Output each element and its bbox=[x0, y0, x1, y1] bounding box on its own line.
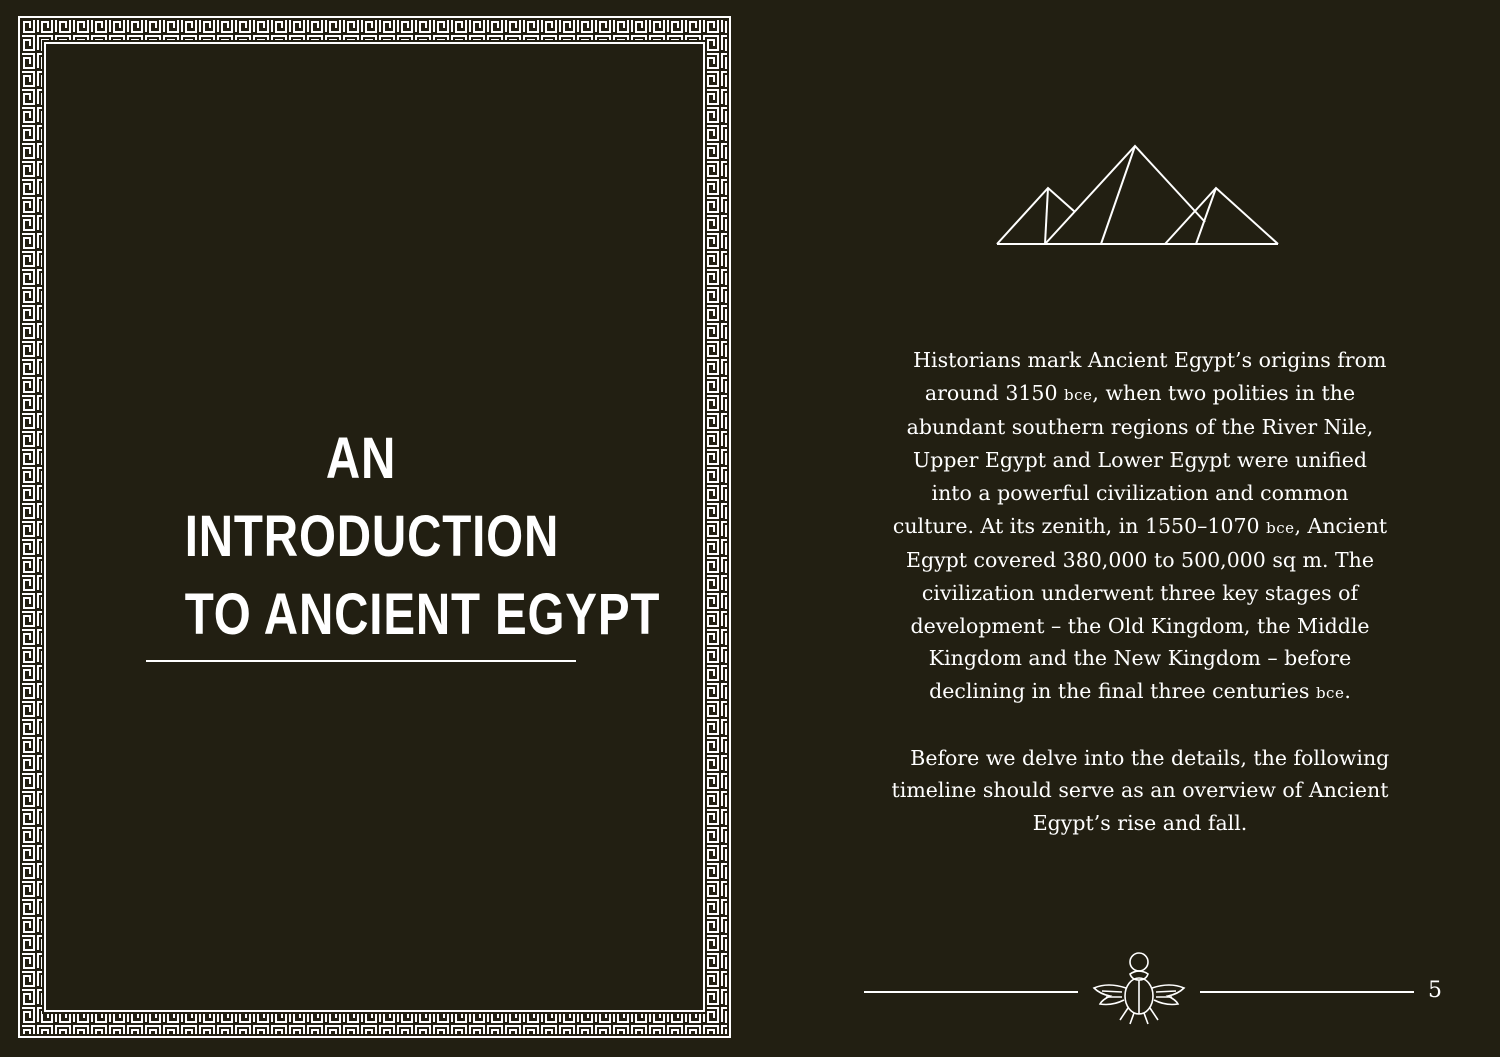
intro-paragraph-2 bbox=[890, 742, 1390, 840]
era-abbreviation: bce bbox=[1266, 518, 1295, 537]
intro-text-segment: , when two polities in the abundant southern regions of the River Nile, Upper Egypt and Lower Egypt were unified into a powerful civilization and common culture. At its zenith, in 1550–1070 bbox=[892, 380, 1374, 538]
chapter-title bbox=[146, 420, 661, 654]
intro-text-segment: Historians mark Ancient Egypt’s origins from around 3150 bbox=[913, 348, 1387, 405]
chapter-title-line-3: TO ANCIENT EGYPT bbox=[184, 582, 661, 647]
intro-text bbox=[890, 344, 1390, 840]
intro-text-segment: , Ancient Egypt covered 380,000 to 500,000 sq m. The civilization underwent three key stages of development – the Old Kingdom, the Middle Kingdom and the New Kingdom – before declining in the final three centuries bbox=[906, 513, 1388, 704]
chapter-title-line-1: AN bbox=[325, 426, 397, 491]
page-number: 5 bbox=[1428, 978, 1442, 1003]
pyramids-icon bbox=[995, 142, 1281, 248]
footer-rule-right bbox=[1200, 991, 1414, 993]
intro-paragraph-1 bbox=[890, 344, 1390, 710]
title-underline bbox=[146, 660, 576, 662]
chapter-title-line-2: INTRODUCTION bbox=[184, 504, 560, 569]
intro-text-segment: Before we delve into the details, the following timeline should serve as an overview of Ancient Egypt’s rise and fall. bbox=[891, 745, 1390, 836]
era-abbreviation: bce bbox=[1315, 684, 1345, 703]
era-abbreviation: bce bbox=[1064, 385, 1093, 404]
intro-text-segment: . bbox=[1344, 679, 1351, 704]
scarab-icon bbox=[1090, 950, 1188, 1026]
right-page bbox=[750, 0, 1500, 1057]
footer-rule-left bbox=[864, 991, 1078, 993]
